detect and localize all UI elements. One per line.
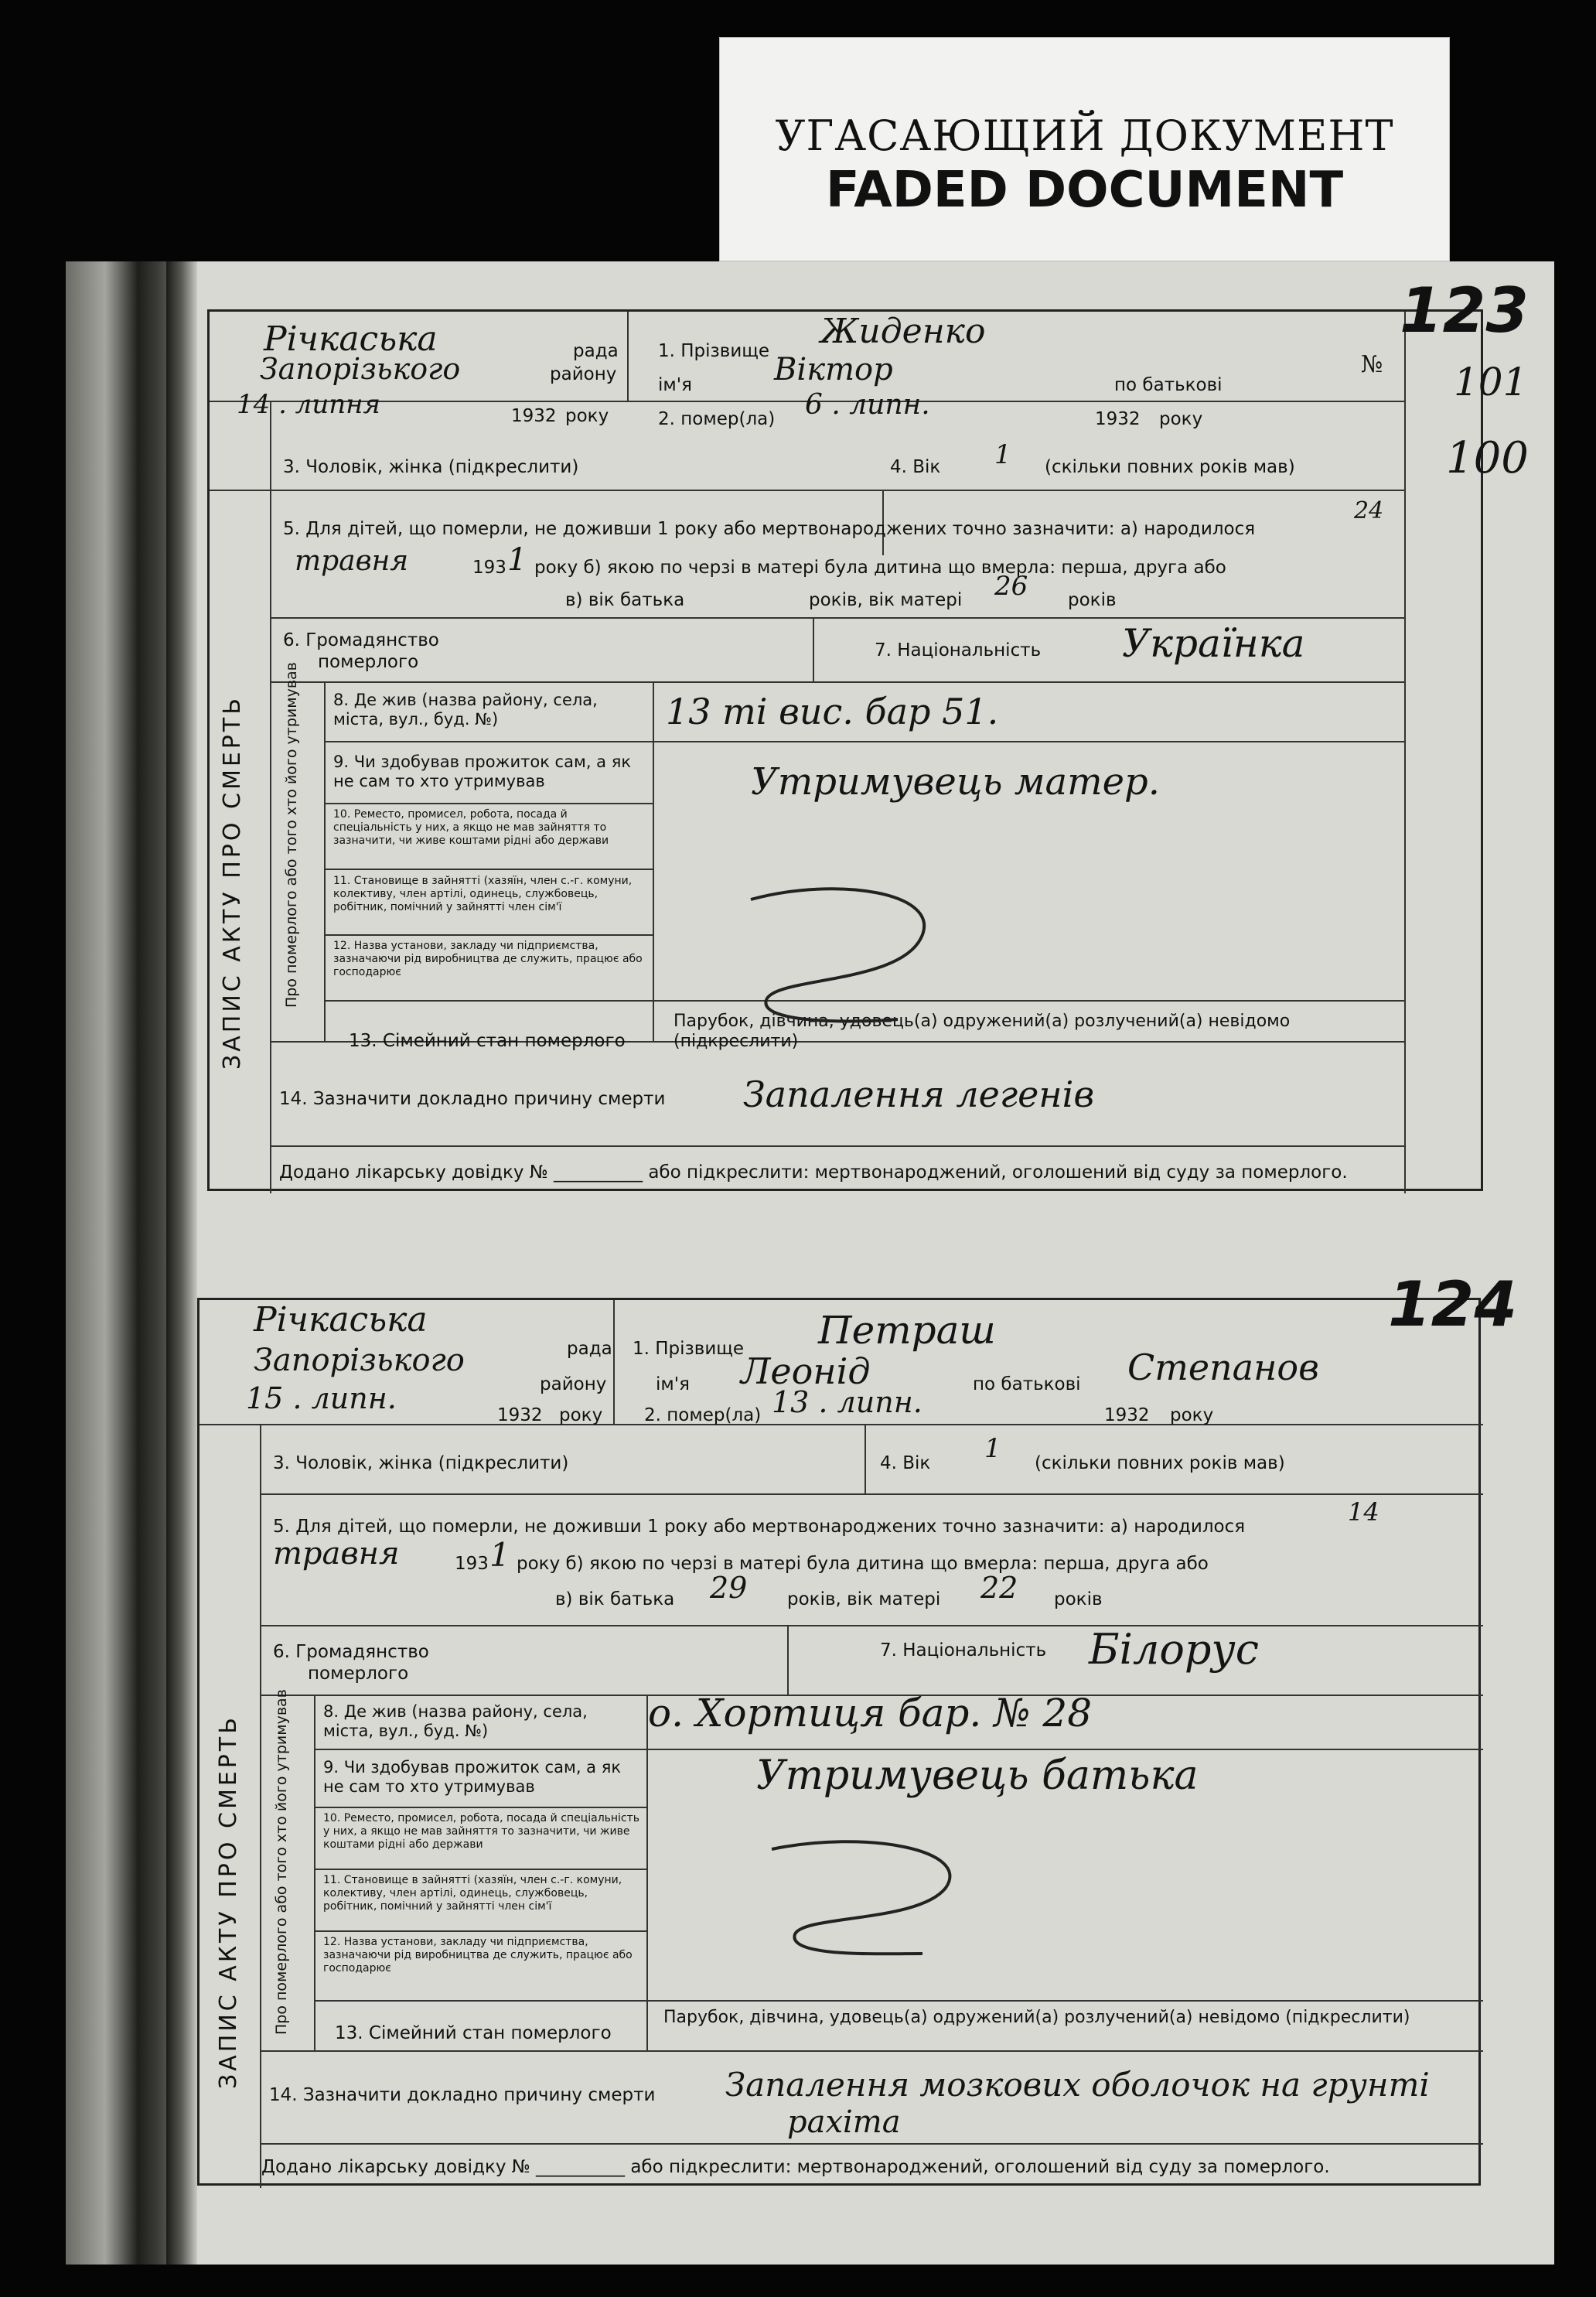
reg-date-value-2: 15 . липн. bbox=[246, 1381, 397, 1415]
reg-year-2: 1932 bbox=[497, 1405, 543, 1425]
field-8-residence-2: 8. Де жив (назва району, села, міста, вул., буд. №) bbox=[323, 1702, 588, 1741]
cause-value-2: Запалення мозкових оболочок на грунті bbox=[725, 2066, 1430, 2104]
field-13-marital: 13. Сімейний стан померлого bbox=[349, 1031, 626, 1051]
born-day: 24 bbox=[1354, 497, 1384, 524]
rada-value-2: Річкаська bbox=[254, 1300, 428, 1340]
field-5-line2: року б) якою по черзі в матері була дитина що вмерла: перша, друга або bbox=[534, 558, 1226, 578]
field-3-sex: 3. Чоловік, жінка (підкреслити) bbox=[283, 457, 579, 477]
field-11-position-2: 11. Становище в зайнятті (хазяїн, член с.-г. комуни, колективу, член артілі, одинець, службовець, робітник, помічний у зайнятті член сім'ї bbox=[323, 1874, 622, 1913]
side-title: ЗАПИС АКТУ ПРО СМЕРТЬ bbox=[219, 695, 246, 1070]
field-12-employer: 12. Назва установи, закладу чи підприємства, зазначаючи рід виробництва де служить, працює або господарює bbox=[333, 940, 643, 978]
field-4-age-tail: (скільки повних років мав) bbox=[1045, 457, 1295, 477]
label-en: FADED DOCUMENT bbox=[825, 162, 1344, 219]
field-5-line3-2: в) вік батька bbox=[555, 1589, 675, 1609]
roku-label: року bbox=[565, 406, 609, 426]
died-date-value-2: 13 . липн. bbox=[772, 1385, 922, 1419]
record-number-2: 124 bbox=[1388, 1268, 1517, 1340]
surname-value-2: Петраш bbox=[818, 1308, 996, 1353]
record-number-1-alt2: 100 bbox=[1446, 433, 1529, 483]
field-12-employer-2: 12. Назва установи, закладу чи підприємства, зазначаючи рід виробництва де служить, працює або господарює bbox=[323, 1936, 633, 1974]
field-14-cause-2: 14. Зазначити докладно причину смерти bbox=[269, 2085, 656, 2105]
support-value-2: Утримувець батька bbox=[756, 1753, 1199, 1799]
death-record-form-2 bbox=[197, 1298, 1481, 2186]
name-label-2: ім'я bbox=[656, 1374, 690, 1394]
patronymic-value-2: Степанов bbox=[1127, 1346, 1319, 1388]
field-5-line2-2: року б) якою по черзі в матері була дитина що вмерла: перша, друга або bbox=[517, 1554, 1209, 1574]
field-5-years-2: років, вік матері bbox=[787, 1589, 941, 1609]
support-value: Утримувець матер. bbox=[751, 760, 1161, 804]
nationality-value: Українка bbox=[1122, 621, 1305, 666]
rada-label: рада bbox=[573, 341, 619, 361]
rada-value: Річкаська bbox=[264, 319, 438, 359]
field-5-line1-2: 5. Для дітей, що померли, не доживши 1 року або мертвонароджених точно зазначити: а) народилося bbox=[273, 1517, 1246, 1537]
field-7-nationality: 7. Національність bbox=[875, 640, 1042, 660]
cause-value: Запалення легенів bbox=[743, 1073, 1095, 1115]
surname-value: Жиденко bbox=[820, 312, 986, 351]
field-6-citizenship: 6. Громадянство bbox=[283, 630, 439, 650]
faded-document-label bbox=[719, 37, 1450, 261]
reg-date-value: 14 . липня bbox=[237, 389, 381, 420]
footer-line: Додано лікарську довідку № __________ або підкреслити: мертвонароджений, оголошений від суду за померлого. bbox=[279, 1162, 1348, 1183]
field-7-nationality-2: 7. Національність bbox=[880, 1640, 1047, 1660]
field-5-years2-2: років bbox=[1054, 1589, 1103, 1609]
age-value-2: 1 bbox=[984, 1433, 1001, 1464]
died-year-2: 1932 bbox=[1104, 1405, 1150, 1425]
field-8-residence: 8. Де жив (назва району, села, міста, вул., буд. №) bbox=[333, 691, 598, 729]
field-13-options: Парубок, дівчина, удовець(а) одружений(а) розлучений(а) невідомо (підкреслити) bbox=[674, 1012, 1291, 1052]
raion-value-2: Запорізького bbox=[254, 1343, 465, 1378]
born-year-digit-2: 1 bbox=[489, 1536, 510, 1574]
field-11-position: 11. Становище в зайнятті (хазяїн, член с.-г. комуни, колективу, член артілі, одинець, службовець, робітник, помічний у зайнятті член сім'ї bbox=[333, 875, 633, 913]
cause-value-2b: рахіта bbox=[787, 2104, 901, 2140]
field-6-citizenship-2: 6. Громадянство bbox=[273, 1642, 429, 1662]
field-9-support: 9. Чи здобував прожиток сам, а як не сам то хто утримував bbox=[333, 753, 632, 791]
nationality-value-2: Білорус bbox=[1089, 1625, 1259, 1674]
field-3-sex-2: 3. Чоловік, жінка (підкреслити) bbox=[273, 1453, 569, 1473]
field-14-cause: 14. Зазначити докладно причину смерти bbox=[279, 1089, 666, 1109]
name-label: ім'я bbox=[658, 375, 692, 395]
death-record-form-1 bbox=[207, 309, 1483, 1191]
blank-scribble bbox=[743, 869, 960, 1039]
field-6b-2: померлого bbox=[308, 1664, 409, 1684]
side-subtitle-2: Про померлого або того хто його утримував bbox=[273, 1689, 290, 2035]
field-9-support-2: 9. Чи здобував прожиток сам, а як не сам то хто утримував bbox=[323, 1758, 622, 1797]
born-month-2: травня bbox=[273, 1536, 400, 1572]
field-5-years2: років bbox=[1068, 590, 1117, 610]
footer-line-2: Додано лікарську довідку № __________ або підкреслити: мертвонароджений, оголошений від суду за померлого. bbox=[261, 2157, 1330, 2177]
roku-label-2: року bbox=[559, 1405, 603, 1425]
label-ru: УГАСАЮЩИЙ ДОКУМЕНТ bbox=[775, 111, 1394, 160]
field-4-age-label: 4. Вік bbox=[890, 457, 941, 477]
name-value: Віктор bbox=[774, 352, 893, 387]
raion-label-2: району bbox=[540, 1374, 607, 1394]
binding-fold bbox=[166, 261, 197, 2265]
residence-value-2: о. Хортиця бар. № 28 bbox=[648, 1691, 1093, 1736]
mother-age-value: 26 bbox=[994, 571, 1028, 602]
died-label-2: 2. помер(ла) bbox=[644, 1405, 762, 1425]
side-subtitle: Про померлого або того хто його утримував bbox=[283, 662, 300, 1008]
died-label: 2. помер(ла) bbox=[658, 409, 776, 429]
field-4-age-label-2: 4. Вік bbox=[880, 1453, 931, 1473]
name-value-2: Леонід bbox=[741, 1350, 871, 1392]
residence-value: 13 ті вис. бар 51. bbox=[666, 691, 999, 732]
born-month: травня bbox=[295, 545, 409, 577]
field-5-line3: в) вік батька bbox=[565, 590, 685, 610]
raion-value: Запорізького bbox=[260, 352, 461, 386]
surname-label: 1. Прізвище bbox=[658, 341, 770, 361]
died-roku-label-2: року bbox=[1170, 1405, 1214, 1425]
reg-year: 1932 bbox=[511, 406, 557, 426]
born-year-digit: 1 bbox=[507, 542, 527, 578]
mother-age-value-2: 22 bbox=[980, 1571, 1018, 1605]
born-day-2: 14 bbox=[1348, 1497, 1379, 1527]
patronymic-label: по батькові bbox=[1114, 375, 1223, 395]
died-date-value: 6 . липн. bbox=[805, 389, 930, 421]
age-value: 1 bbox=[994, 439, 1011, 470]
father-age-value-2: 29 bbox=[710, 1571, 748, 1605]
died-roku-label: року bbox=[1159, 409, 1203, 429]
field-10-occupation-2: 10. Реместо, промисел, робота, посада й спеціальність у них, а якщо не мав зайняття то зазначити, чи живе коштами рідні або держави bbox=[323, 1812, 640, 1851]
field-13-marital-2: 13. Сімейний стан померлого bbox=[335, 2023, 612, 2043]
surname-label-2: 1. Прізвище bbox=[633, 1339, 745, 1359]
patronymic-label-2: по батькові bbox=[973, 1374, 1081, 1394]
field-4-age-tail-2: (скільки повних років мав) bbox=[1035, 1453, 1285, 1473]
number-sign-1: № bbox=[1361, 351, 1383, 378]
side-title-2: ЗАПИС АКТУ ПРО СМЕРТЬ bbox=[215, 1715, 242, 2089]
died-year: 1932 bbox=[1095, 409, 1141, 429]
born-year-prefix: 193 bbox=[472, 558, 506, 578]
blank-scribble-2 bbox=[764, 1826, 980, 1981]
record-number-1-alt: 101 bbox=[1454, 360, 1528, 404]
field-5-years: років, вік матері bbox=[809, 590, 963, 610]
born-year-prefix-2: 193 bbox=[455, 1554, 489, 1574]
field-13-options-2: Парубок, дівчина, удовець(а) одружений(а) розлучений(а) невідомо (підкреслити) bbox=[663, 2008, 1410, 2027]
rada-label-2: рада bbox=[567, 1339, 612, 1359]
field-5-line1: 5. Для дітей, що померли, не доживши 1 року або мертвонароджених точно зазначити: а) народилося bbox=[283, 519, 1256, 539]
raion-label: району bbox=[550, 364, 617, 384]
record-number-1: 123 bbox=[1400, 275, 1529, 346]
field-6b: померлого bbox=[318, 652, 419, 672]
field-10-occupation: 10. Реместо, промисел, робота, посада й спеціальність у них, а якщо не мав зайняття то зазначити, чи живе коштами рідні або держави bbox=[333, 808, 609, 847]
